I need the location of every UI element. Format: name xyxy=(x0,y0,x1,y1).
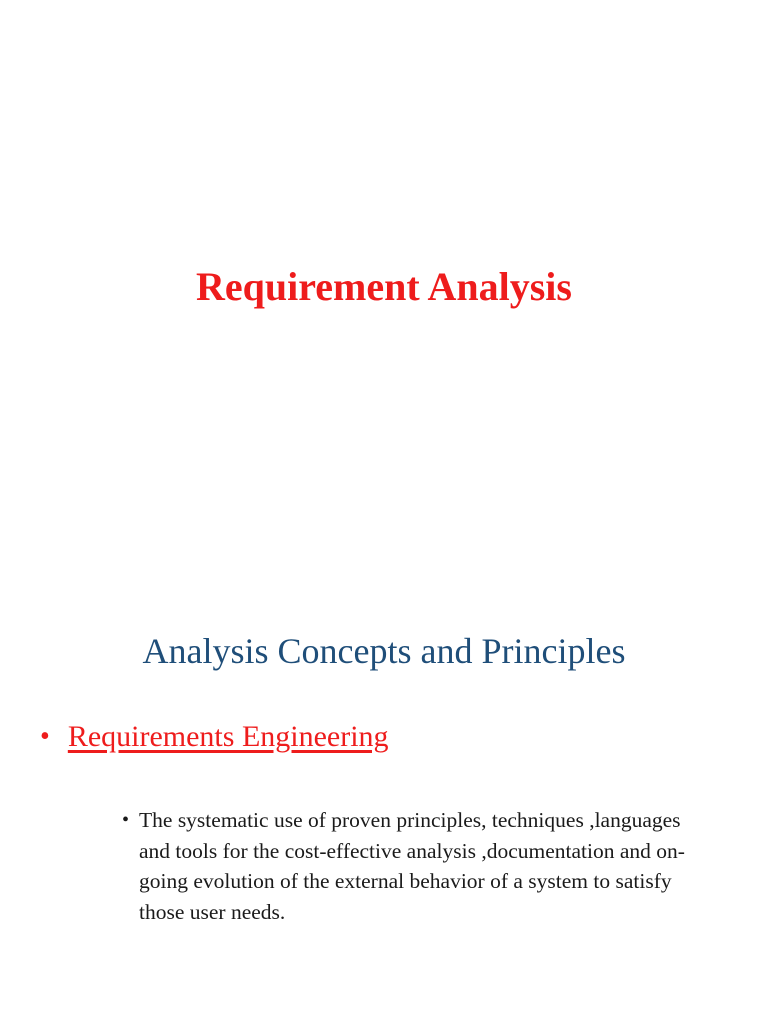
slide-title-heading: Requirement Analysis xyxy=(196,264,572,309)
bullet-label: Requirements Engineering xyxy=(67,720,389,753)
slide-content-heading: Analysis Concepts and Principles xyxy=(142,631,626,671)
sub-bullet-definition xyxy=(122,805,722,927)
bullet-requirements-engineering xyxy=(40,717,389,757)
sub-bullet-marker: • xyxy=(122,809,130,831)
slide-content xyxy=(0,512,768,1024)
sub-bullet-text: The systematic use of proven principles, techniques ,languages and tools for the cost-effective analysis ,documentation and on-going evolution of the external behavior of a system to satisfy those user needs. xyxy=(139,808,685,924)
bullet-marker: • xyxy=(40,721,50,752)
